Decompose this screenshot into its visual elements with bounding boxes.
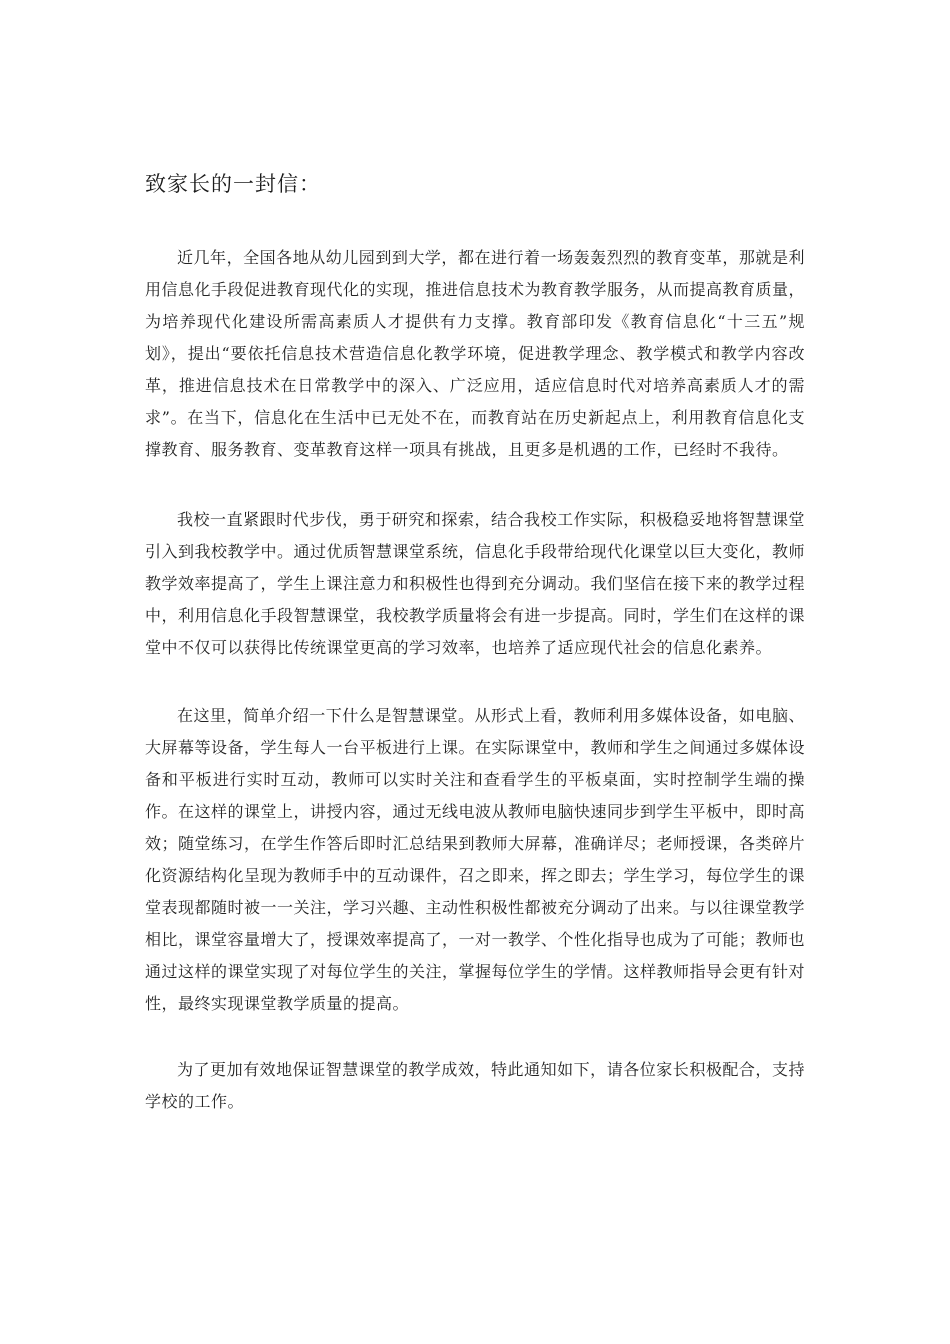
letter-title: 致家长的一封信： xyxy=(145,172,321,196)
letter-body xyxy=(145,242,805,1156)
paragraph-1: 近几年，全国各地从幼儿园到到大学，都在进行着一场轰轰烈烈的教育变革，那就是利用信息化手段促进教育现代化的实现，推进信息技术为教育教学服务，从而提高教育质量，为培养现代化建设所需高素质人才提供有力支撑。教育部印发《教育信息化“十三五”规划》，提出“要依托信息技术营造信息化教学环境，促进教学理念、教学模式和教学内容改革，推进信息技术在日常教学中的深入、广泛应用，适应信息时代对培养高素质人才的需求”。在当下，信息化在生活中已无处不在，而教育站在历史新起点上，利用教育信息化支撑教育、服务教育、变革教育这样一项具有挑战，且更多是机遇的工作，已经时不我待。 xyxy=(145,248,806,459)
paragraph-3: 在这里，简单介绍一下什么是智慧课堂。从形式上看，教师利用多媒体设备，如电脑、大屏幕等设备，学生每人一台平板进行上课。在实际课堂中，教师和学生之间通过多媒体设备和平板进行实时互动，教师可以实时关注和查看学生的平板桌面，实时控制学生端的操作。在这样的课堂上，讲授内容，通过无线电波从教师电脑快速同步到学生平板中，即时高效；随堂练习，在学生作答后即时汇总结果到教师大屏幕，准确详尽；老师授课，各类碎片化资源结构化呈现为教师手中的互动课件，召之即来，挥之即去；学生学习，每位学生的课堂表现都随时被一一关注，学习兴趣、主动性积极性都被充分调动了出来。与以往课堂教学相比，课堂容量增大了，授课效率提高了，一对一教学、个性化指导也成为了可能；教师也通过这样的课堂实现了对每位学生的关注，掌握每位学生的学情。这样教师指导会更有针对性，最终实现课堂教学质量的提高。 xyxy=(145,706,806,1013)
paragraph-4: 为了更加有效地保证智慧课堂的教学成效，特此通知如下，请各位家长积极配合，支持学校的工作。 xyxy=(145,1060,805,1111)
paragraph-2: 我校一直紧跟时代步伐，勇于研究和探索，结合我校工作实际，积极稳妥地将智慧课堂引入到我校教学中。通过优质智慧课堂系统，信息化手段带给现代化课堂以巨大变化，教师教学效率提高了，学生上课注意力和积极性也得到充分调动。我们坚信在接下来的教学过程中，利用信息化手段智慧课堂，我校教学质量将会有进一步提高。同时，学生们在这样的课堂中不仅可以获得比传统课堂更高的学习效率，也培养了适应现代社会的信息化素养。 xyxy=(145,510,806,657)
